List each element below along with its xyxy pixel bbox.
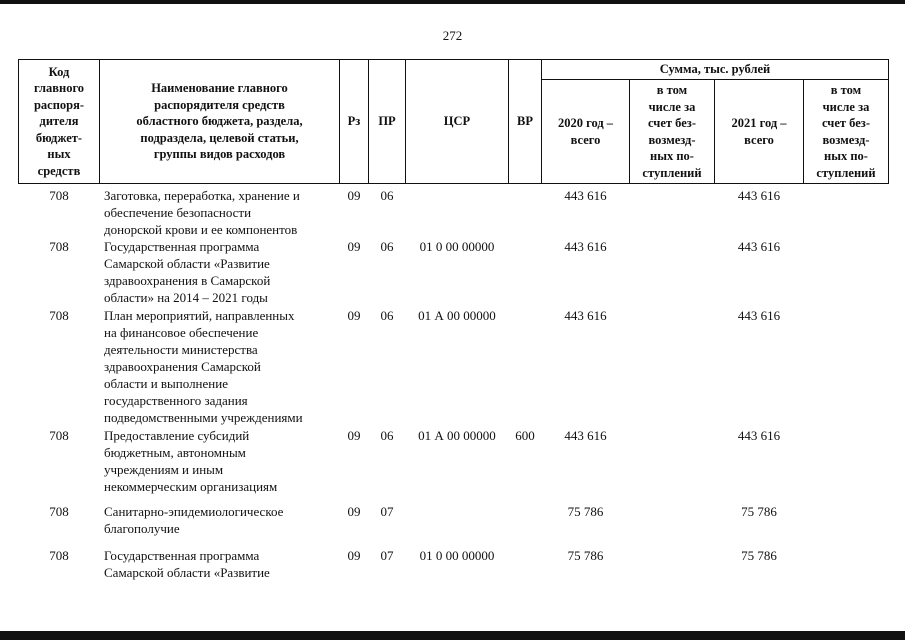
row-sum-2021: 75 786	[741, 504, 777, 519]
row-sum-2020: 75 786	[567, 504, 604, 519]
row-name: Государственная программа Самарской области «Развитие здравоохранения в Самарской области» на 2014 – 2021 годы	[104, 239, 271, 305]
bottom-border	[0, 631, 905, 640]
row-name: Предоставление субсидий бюджетным, автономным учреждениям и иным некоммерческим организациям	[104, 428, 278, 494]
header-pr: ПР	[368, 59, 406, 184]
row-pr: 06	[380, 239, 394, 254]
page-number: 272	[442, 28, 463, 43]
row-rz: 09	[347, 308, 361, 323]
row-name: Государственная программа Самарской области «Развитие	[104, 548, 270, 580]
row-sum-2021: 443 616	[737, 188, 781, 203]
row-code: 708	[49, 548, 69, 563]
header-2021-total: 2021 год – всего	[714, 79, 804, 184]
header-vr: ВР	[508, 59, 542, 184]
row-name: План мероприятий, направленных на финансовое обеспечение деятельности министерства здравоохранения Самарской области и выполнение государственного задания подведомственными учреждениями	[104, 308, 303, 425]
row-csr: 01 А 00 00000	[418, 428, 496, 443]
header-sum: Сумма, тыс. рублей	[541, 59, 889, 80]
row-rz: 09	[347, 504, 361, 519]
row-code: 708	[49, 239, 69, 254]
row-pr: 06	[380, 308, 394, 323]
row-rz: 09	[347, 428, 361, 443]
top-border	[0, 0, 905, 4]
row-sum-2020: 443 616	[564, 188, 607, 203]
row-csr: 01 А 00 00000	[418, 308, 496, 323]
row-rz: 09	[347, 188, 361, 203]
header-name: Наименование главного распорядителя средств областного бюджета, раздела, подраздела, целевой статьи, группы видов расходов	[99, 59, 340, 184]
row-sum-2021: 443 616	[737, 308, 781, 323]
row-pr: 07	[380, 548, 394, 563]
row-name: Заготовка, переработка, хранение и обеспечение безопасности донорской крови и ее компонентов	[104, 188, 300, 237]
header-csr: ЦСР	[405, 59, 509, 184]
row-sum-2020: 443 616	[564, 428, 607, 443]
row-rz: 09	[347, 548, 361, 563]
row-name: Санитарно-эпидемиологическое благополучие	[104, 504, 284, 536]
row-pr: 06	[380, 188, 394, 203]
row-pr: 07	[380, 504, 394, 519]
row-sum-2020: 443 616	[564, 308, 607, 323]
row-csr: 01 0 00 00000	[419, 548, 495, 563]
row-sum-2021: 443 616	[737, 239, 781, 254]
row-vr: 600	[515, 428, 535, 443]
header-rz: Рз	[339, 59, 369, 184]
header-2020-total: 2020 год – всего	[541, 79, 630, 184]
row-code: 708	[49, 504, 69, 519]
row-sum-2021: 75 786	[741, 548, 777, 563]
row-pr: 06	[380, 428, 394, 443]
row-code: 708	[49, 428, 69, 443]
row-sum-2021: 443 616	[737, 428, 781, 443]
header-2021-gratis: в том числе за счет без- возмезд- ных по- ступлений	[803, 79, 889, 184]
row-rz: 09	[347, 239, 361, 254]
row-csr: 01 0 00 00000	[419, 239, 495, 254]
row-code: 708	[49, 188, 69, 203]
header-2020-gratis: в том числе за счет без- возмезд- ных по- ступлений	[629, 79, 715, 184]
row-sum-2020: 443 616	[564, 239, 607, 254]
row-sum-2020: 75 786	[567, 548, 604, 563]
row-code: 708	[49, 308, 69, 323]
header-code: Код главного распоря- дителя бюджет- ных средств	[18, 59, 100, 184]
